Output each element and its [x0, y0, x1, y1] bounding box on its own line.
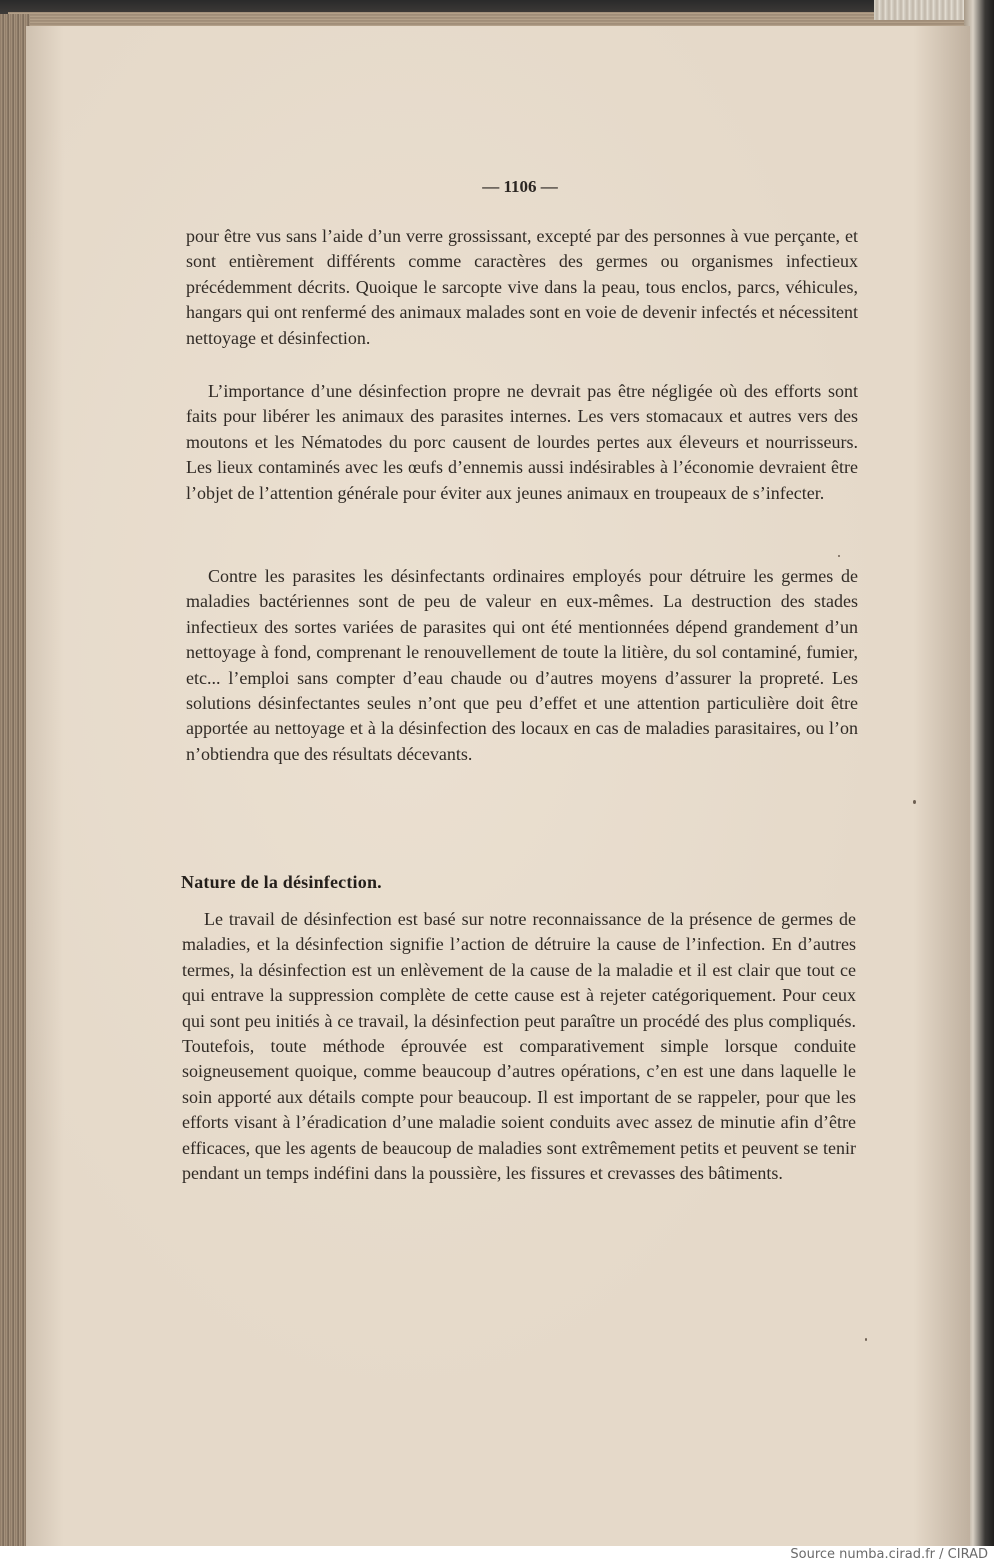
paragraph-text: Le travail de désinfection est basé sur notre reconnaissance de la présence de germes de maladies, et la désinfection signifie l’action de détruire la cause de l’infection. En d’autres termes, la désinfection est un enlèvement de la cause de la maladie et il est clair que tout ce qui entrave la suppression complète de cette cause est à rejeter catégoriquement. Pour ceux qui sont peu initiés à ce travail, la désinfection peut paraître un procédé des plus compliqués. Toutefois, toute méthode éprouvée est comparativement simple lorsque conduite soigneusement quoique, comme beaucoup d’autres opérations, c’en est une dans laquelle le soin apporté aux détails compte pour beaucoup. Il est important de se rappeler, pour que les efforts visant à l’éradication d’une maladie soient conduits avec assez de minutie afin d’être efficaces, que les agents de beaucoup de maladies sont extrêmement petits et peuvent se tenir pendant un temps indéfini dans la poussière, les fissures et crevasses des bâtiments. — [182, 909, 856, 1184]
paragraph-continuation — [186, 224, 858, 351]
section-heading: Nature de la désinfection. — [181, 872, 382, 892]
paragraph-text: Contre les parasites les désinfectants ordinaires employés pour détruire les germes de maladies bactériennes sont de peu de valeur en eux-mêmes. La destruction des stades infectieux des sortes variées de parasites qui ont été mentionnées dépend grandement d’un nettoyage à fond, comprenant le renouvellement de toute la litière, du sol contaminé, fumier, etc... l’emploi sans compter d’eau chaude ou d’autres moyens d’assurer la propreté. Les solutions désinfectantes seules n’ont que peu d’effet et une attention particulière doit être apportée au nettoyage et à la désinfection des locaux en cas de maladies parasitaires, ou l’on n’obtiendra que des résultats décevants. — [186, 566, 858, 764]
page-number: — 1106 — — [482, 177, 558, 196]
paragraph-parasites — [186, 564, 858, 767]
paper-speck — [838, 555, 840, 557]
paragraph-nature — [182, 907, 856, 1186]
paragraph-text: L’importance d’une désinfection propre ne devrait pas être négligée où des efforts sont faits pour libérer les animaux des parasites internes. Les vers stomacaux et autres vers des moutons et les Nématodes du porc causent de lourdes pertes aux éleveurs et nourrisseurs. Les lieux contaminés avec les œufs d’ennemis aussi indésirables à l’économie devraient être l’objet de l’attention générale pour éviter aux jeunes animaux en troupeaux de s’infecter. — [186, 381, 858, 503]
paragraph-importance — [186, 379, 858, 506]
paper-speck — [913, 800, 916, 804]
source-credit: Source numba.cirad.fr / CIRAD — [790, 1547, 988, 1562]
paper-speck — [865, 1338, 867, 1341]
paragraph-text: pour être vus sans l’aide d’un verre grossissant, excepté par des personnes à vue perçante, et sont entièrement différents comme caractères des germes ou organismes infectieux précédemment décrits. Quoique le sarcopte vive dans la peau, tous enclos, parcs, véhicules, hangars qui ont renfermé des animaux malades sont en voie de devenir infectés et nécessitent nettoyage et désinfection. — [186, 226, 858, 348]
